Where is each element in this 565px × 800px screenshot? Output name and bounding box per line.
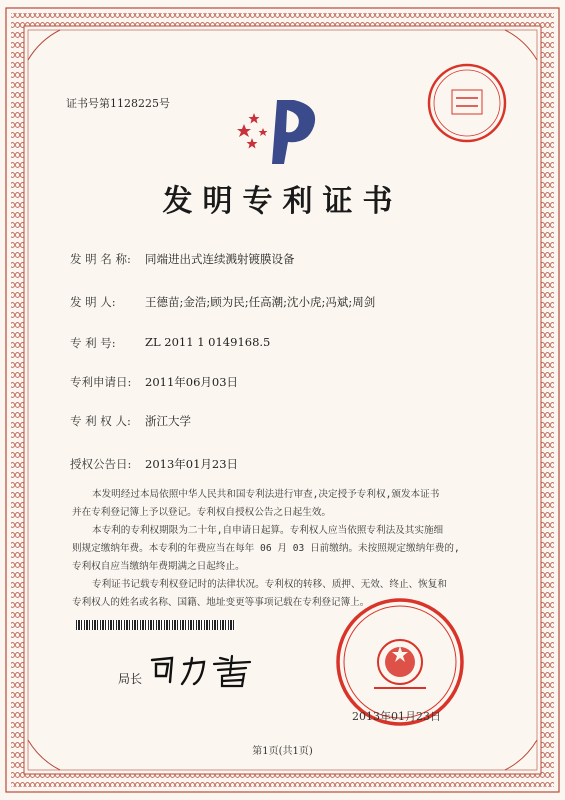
body-line: 本专利的专利权期限为二十年,自申请日起算。专利权人应当依照专利法及其实施细	[92, 525, 444, 536]
body-line: 本发明经过本局依照中华人民共和国专利法进行审查,决定授予专利权,颁发本证书	[92, 489, 440, 500]
field-label-inventors: 发 明 人:	[70, 295, 116, 309]
field-value-patent-number: ZL 2011 1 0149168.5	[145, 335, 271, 349]
body-line: 专利权人的姓名或名称、国籍、地址变更等事项记载在专利登记簿上。	[72, 597, 370, 608]
director-label: 局长	[118, 672, 143, 686]
field-label-patent-number: 专 利 号:	[70, 336, 116, 350]
page-title: 发明专利证书	[162, 184, 403, 219]
field-label-patentee: 专 利 权 人:	[70, 414, 131, 428]
field-label-invention-name: 发 明 名 称:	[70, 252, 131, 266]
field-value-invention-name: 同端进出式连续溅射镀膜设备	[145, 252, 295, 266]
field-value-inventors: 王德苗;金浩;顾为民;任高潮;沈小虎;冯斌;周剑	[145, 295, 376, 309]
field-label-filing-date: 专利申请日:	[70, 375, 132, 389]
field-value-patentee: 浙江大学	[145, 414, 191, 428]
patent-office-logo	[232, 98, 332, 168]
body-line: 专利证书记载专利权登记时的法律状况。专利权的转移、质押、无效、终止、恢复和	[92, 579, 447, 590]
seal-date: 2013年01月23日	[352, 710, 441, 723]
body-line: 则规定缴纳年费。本专利的年费应当在每年 06 月 03 日前缴纳。未按照规定缴纳年费的,	[72, 543, 460, 554]
certificate-body	[72, 486, 502, 612]
barcode	[76, 620, 236, 630]
certificate-number: 证书号第1128225号	[66, 97, 170, 110]
body-line: 并在专利登记簿上予以登记。专利权自授权公告之日起生效。	[72, 507, 332, 518]
agency-seal-stamp	[426, 62, 508, 144]
body-line: 专利权自应当缴纳年费期满之日起终止。	[72, 561, 245, 572]
page-footer: 第1页(共1页)	[252, 746, 313, 757]
field-label-grant-date: 授权公告日:	[70, 457, 132, 471]
field-value-grant-date: 2013年01月23日	[145, 457, 239, 471]
director-signature	[148, 650, 268, 690]
stars-icon	[237, 113, 268, 149]
field-value-filing-date: 2011年06月03日	[145, 375, 239, 389]
